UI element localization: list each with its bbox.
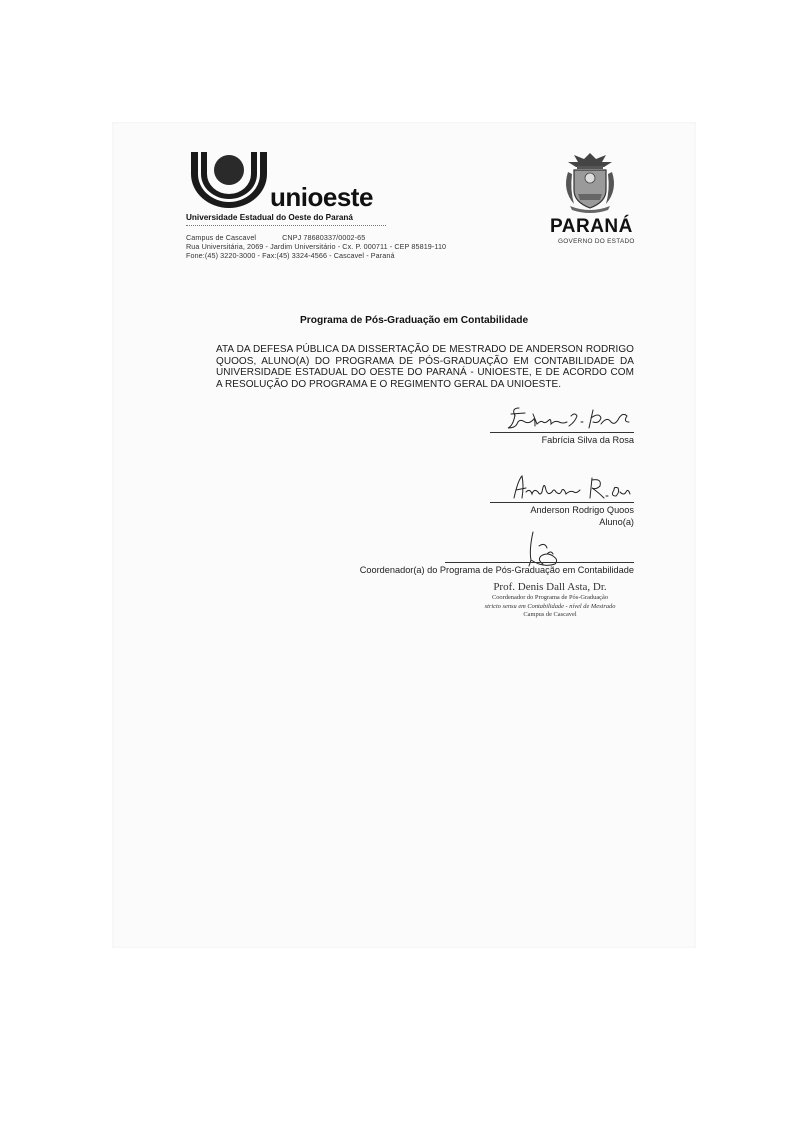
stamp-line-3: Campus de Cascavel xyxy=(523,611,577,618)
cnpj: CNPJ 78680337/0002-65 xyxy=(282,233,366,242)
header-divider xyxy=(186,225,386,226)
address-line: Rua Universitária, 2069 - Jardim Universitário - Cx. P. 000711 - CEP 85819-110 xyxy=(186,242,447,251)
ata-paragraph: ATA DA DEFESA PÚBLICA DA DISSERTAÇÃO DE MESTRADO DE ANDERSON RODRIGO QUOOS, ALUNO(A) DO PROGRAMA DE PÓS-GRADUAÇÃO EM CONTABILIDADE DA UNIVERSIDADE ESTADUAL DO OESTE DO PARANÁ - UNIOESTE, E DE ACORDO COM A RESOLUÇÃO DO PROGRAMA E O REGIMENTO GERAL DA UNIOESTE. xyxy=(216,344,634,390)
student-name: Anderson Rodrigo Quoos xyxy=(530,505,634,515)
student-role: Aluno(a) xyxy=(599,517,634,527)
university-logo-word: unioeste xyxy=(270,182,373,212)
coordinator-stamp xyxy=(470,581,630,620)
coordinator-signature-line xyxy=(445,562,634,563)
stamp-line-1: Coordenador do Programa de Pós-Graduação xyxy=(491,594,609,601)
campus-line xyxy=(186,233,365,242)
coordinator-role: Coordenador(a) do Programa de Pós-Graduação em Contabilidade xyxy=(359,565,634,575)
student-handwritten-signature xyxy=(510,472,634,502)
examiner-signature-line xyxy=(490,432,634,433)
student-signature-line xyxy=(490,502,634,503)
university-full-name: Universidade Estadual do Oeste do Paraná xyxy=(186,213,353,222)
unioeste-logo-icon xyxy=(188,152,270,210)
parana-coat-of-arms-icon xyxy=(560,150,620,216)
phone-line: Fone:(45) 3220-3000 - Fax:(45) 3324-4566 - Cascavel - Paraná xyxy=(186,251,395,260)
program-title: Programa de Pós-Graduação em Contabilidade xyxy=(300,315,529,326)
examiner-handwritten-signature xyxy=(505,402,633,432)
state-name: PARANÁ xyxy=(550,216,633,237)
campus-name: Campus de Cascavel xyxy=(186,233,257,242)
state-subtitle: GOVERNO DO ESTADO xyxy=(558,238,635,245)
stamp-name: Prof. Denis Dall Asta, Dr. xyxy=(493,581,607,593)
stamp-line-2: stricto sensu em Contabilidade - nível de Mestrado xyxy=(484,602,616,610)
examiner-name: Fabrícia Silva da Rosa xyxy=(541,435,634,445)
